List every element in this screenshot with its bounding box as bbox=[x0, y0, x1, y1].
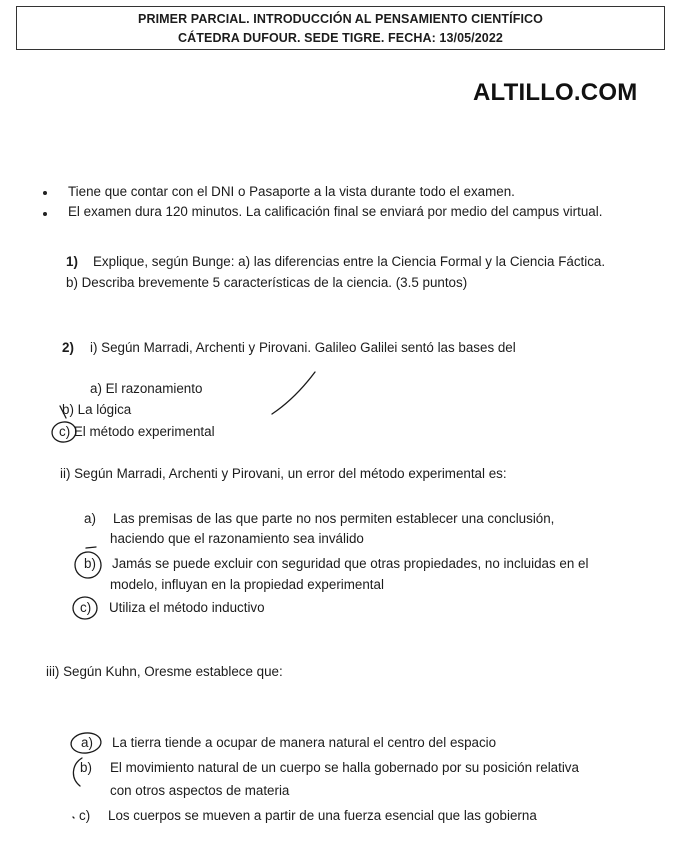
part-iii-option-a-line-1: La tierra tiende a ocupar de manera natural el centro del espacio bbox=[112, 735, 497, 750]
part-iii-prompt: iii) Según Kuhn, Oresme establece que: bbox=[46, 664, 283, 679]
part-iii-option-c-letter: c) bbox=[79, 808, 91, 823]
part-iii-option-b-line-2: con otros aspectos de materia bbox=[110, 783, 290, 798]
part-ii-prompt: ii) Según Marradi, Archenti y Pirovani, un error del método experimental es: bbox=[60, 466, 507, 481]
part-ii-option-a-letter: a) bbox=[84, 511, 96, 526]
bullet-icon bbox=[43, 212, 47, 216]
instruction-item: Tiene que contar con el DNI o Pasaporte a la vista durante todo el examen. bbox=[68, 184, 515, 199]
part-ii-option-a-line-2: haciendo que el razonamiento sea inválido bbox=[110, 531, 364, 546]
part-ii-option-b-line-1: Jamás se puede excluir con seguridad que otras propiedades, no incluidas en el bbox=[112, 556, 589, 571]
watermark: ALTILLO.COM bbox=[473, 79, 638, 106]
part-ii-option-b-line-2: modelo, influyan en la propiedad experimental bbox=[110, 577, 384, 592]
pen-dash-mark bbox=[86, 547, 96, 548]
question-1-number: 1) bbox=[66, 254, 78, 269]
exam-title: PRIMER PARCIAL. INTRODUCCIÓN AL PENSAMIENTO CIENTÍFICO bbox=[138, 12, 543, 26]
part-iii-option-a-letter: a) bbox=[81, 735, 93, 750]
part-iii-option-c-line-1: Los cuerpos se mueven a partir de una fuerza esencial que las gobierna bbox=[108, 808, 537, 823]
question-1-line-1: Explique, según Bunge: a) las diferencias entre la Ciencia Formal y la Ciencia Fáctica. bbox=[93, 254, 606, 269]
question-2-part-i-prompt: i) Según Marradi, Archenti y Pirovani. Galileo Galilei sentó las bases del bbox=[90, 340, 516, 355]
pen-dot-mark bbox=[73, 817, 74, 818]
exam-header-box bbox=[16, 6, 665, 50]
part-ii-option-b-letter: b) bbox=[84, 556, 96, 571]
part-ii-option-a-line-1: Las premisas de las que parte no nos permiten establecer una conclusión, bbox=[113, 511, 555, 526]
part-iii-option-b-letter: b) bbox=[80, 760, 92, 775]
pen-stroke-mark bbox=[272, 372, 315, 414]
exam-subtitle: CÁTEDRA DUFOUR. SEDE TIGRE. FECHA: 13/05/2022 bbox=[178, 31, 503, 45]
bullet-icon bbox=[43, 191, 47, 195]
part-i-option-c: c) El método experimental bbox=[59, 424, 215, 439]
part-i-option-a: a) El razonamiento bbox=[90, 381, 203, 396]
question-2-number: 2) bbox=[62, 340, 74, 355]
part-i-option-b: b) La lógica bbox=[62, 402, 132, 417]
question-1-line-2: b) Describa brevemente 5 características de la ciencia. (3.5 puntos) bbox=[66, 275, 468, 290]
part-iii-option-b-line-1: El movimiento natural de un cuerpo se halla gobernado por su posición relativa bbox=[110, 760, 579, 775]
part-ii-option-c-line-1: Utiliza el método inductivo bbox=[109, 600, 265, 615]
part-ii-option-c-letter: c) bbox=[80, 600, 92, 615]
instruction-item: El examen dura 120 minutos. La calificación final se enviará por medio del campus virtual. bbox=[68, 204, 603, 219]
